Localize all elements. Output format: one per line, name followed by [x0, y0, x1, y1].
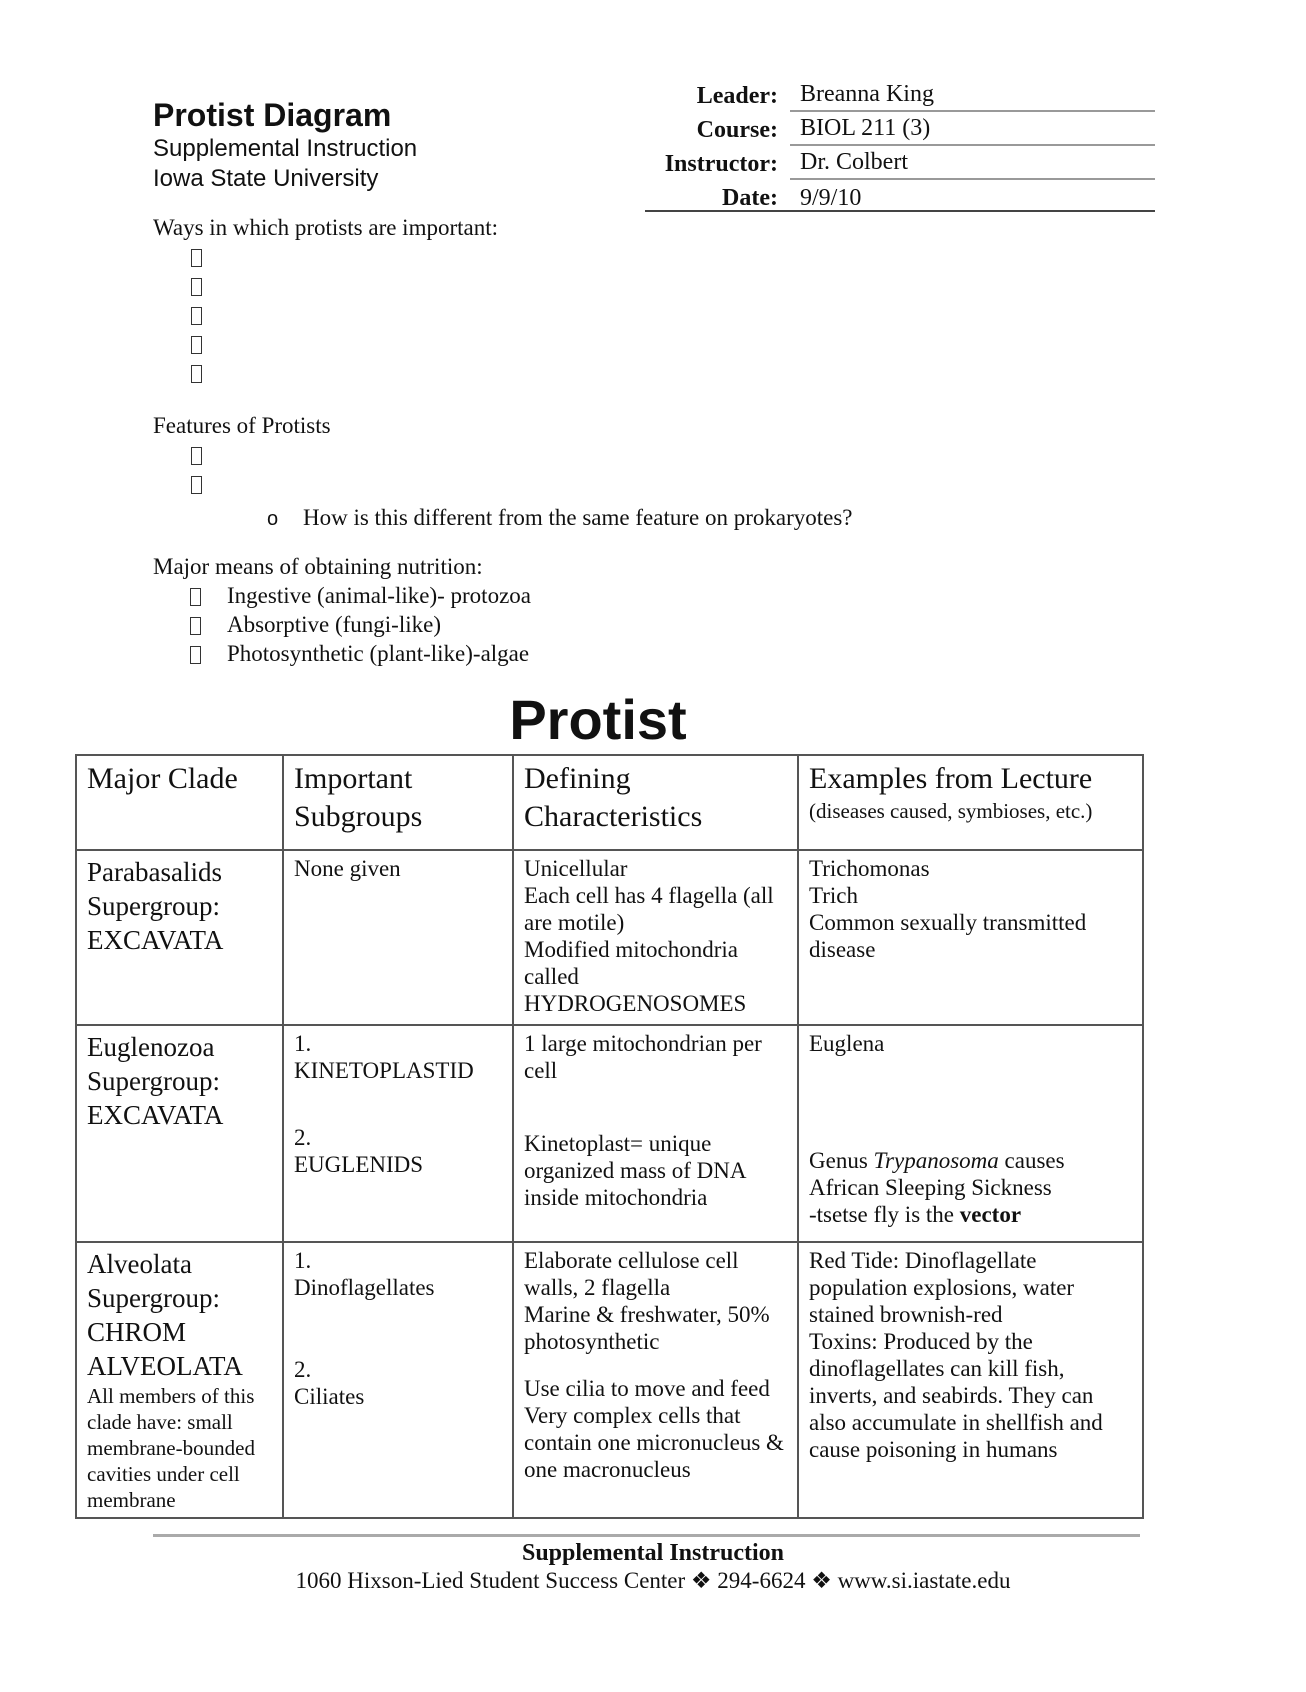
info-row-instructor	[645, 146, 1155, 180]
nutrition-item-absorptive: Absorptive (fungi-like)	[227, 612, 441, 637]
subgroup-text: KINETOPLASTID	[294, 1058, 474, 1083]
footer-title: Supplemental Instruction	[521, 1540, 785, 1566]
example-text: Trichomonas	[809, 856, 930, 881]
header-examples-note: (diseases caused, symbioses, etc.)	[809, 799, 1093, 823]
table-header-row	[76, 755, 1143, 850]
header-examples-label: Examples from Lecture	[809, 762, 1093, 795]
leader-label: Leader:	[696, 83, 778, 109]
spacer	[294, 1084, 502, 1124]
supergroup-label: Supergroup:	[87, 1066, 220, 1096]
clade-cell	[76, 1242, 283, 1518]
characteristic-text: Very complex cells that contain one micronucleus & one macronucleus	[524, 1403, 784, 1482]
characteristic-text: Kinetoplast= unique organized mass of DNA inside mitochondria	[524, 1131, 746, 1210]
empty-bullet-icon	[191, 476, 202, 494]
example-text: Trich	[809, 883, 858, 908]
table-title: Protist	[509, 688, 687, 751]
bullet-icon	[190, 646, 201, 664]
characteristic-text: Each cell has 4 flagella (all are motile)	[524, 883, 774, 935]
clade-cell	[76, 1025, 283, 1242]
empty-bullet-icon	[191, 365, 202, 383]
nutrition-heading: Major means of obtaining nutrition:	[153, 554, 483, 579]
date-label: Date:	[722, 185, 778, 211]
subgroup-text: Dinoflagellates	[294, 1275, 435, 1300]
course-label: Course:	[696, 117, 778, 143]
example-suffix: causes African Sleeping Sickness	[809, 1148, 1065, 1200]
supergroup-name: EXCAVATA	[87, 1100, 224, 1130]
list-item	[190, 612, 441, 638]
subtitle-program: Supplemental Instruction	[153, 135, 418, 162]
bullet-icon	[190, 617, 201, 635]
vector-term: vector	[959, 1202, 1022, 1227]
genus-name: Trypanosoma	[873, 1148, 999, 1173]
characteristics-cell	[513, 1025, 798, 1242]
info-row-leader	[645, 78, 1155, 112]
header-characteristics: Defining Characteristics	[513, 755, 798, 850]
clade-name: Alveolata	[87, 1249, 192, 1279]
table-row	[76, 1242, 1143, 1518]
clade-name: Parabasalids	[87, 857, 222, 887]
subgroup-number: 2.	[294, 1125, 312, 1150]
footer-address: 1060 Hixson-Lied Student Success Center ❖ 294-6624 ❖ www.si.iastate.edu	[295, 1568, 1011, 1593]
session-info	[645, 78, 1155, 214]
sub-bullet-icon: o	[267, 508, 279, 530]
supergroup-label: Supergroup:	[87, 891, 220, 921]
list-item	[190, 641, 529, 667]
instructor-value: Dr. Colbert	[790, 148, 1155, 180]
subgroups-cell	[283, 1025, 513, 1242]
features-sub-text: How is this different from the same feature on prokaryotes?	[303, 505, 853, 530]
spacer	[294, 1301, 502, 1356]
characteristic-text: Unicellular	[524, 856, 628, 881]
course-value: BIOL 211 (3)	[790, 114, 1155, 146]
leader-value: Breanna King	[790, 80, 1155, 112]
empty-bullet-icon	[191, 447, 202, 465]
characteristic-text: Use cilia to move and feed	[524, 1376, 770, 1401]
subgroup-text: EUGLENIDS	[294, 1152, 424, 1177]
header-subgroups: Important Subgroups	[283, 755, 513, 850]
example-text	[809, 1201, 1132, 1228]
nutrition-item-ingestive: Ingestive (animal-like)- protozoa	[227, 583, 531, 608]
document-title: Protist Diagram	[153, 97, 392, 133]
supergroup-label: Supergroup:	[87, 1283, 220, 1313]
example-text: Red Tide: Dinoflagellate population explosions, water stained brownish-red	[809, 1248, 1075, 1327]
clade-name: Euglenozoa	[87, 1032, 215, 1062]
characteristic-text: Marine & freshwater, 50% photosynthetic	[524, 1302, 770, 1354]
empty-bullet-icon	[191, 249, 202, 267]
features-sub-question	[267, 505, 852, 531]
characteristic-text: Elaborate cellulose cell walls, 2 flagella	[524, 1248, 739, 1300]
subtitle-university: Iowa State University	[153, 165, 379, 192]
subgroup-number: 1.	[294, 1248, 312, 1273]
examples-cell	[798, 850, 1143, 1025]
characteristics-cell	[513, 850, 798, 1025]
characteristic-text: Modified mitochondria called HYDROGENOSOMES	[524, 937, 747, 1016]
clade-note: All members of this clade have: small membrane-bounded cavities under cell membrane	[87, 1384, 255, 1512]
example-text: Toxins: Produced by the dinoflagellates can kill fish, inverts, and seabirds. They can also accumulate in shellfish and cause poisoning in humans	[809, 1329, 1103, 1462]
example-text: Common sexually transmitted disease	[809, 910, 1087, 962]
supergroup-name: CHROM ALVEOLATA	[87, 1317, 243, 1381]
date-value: 9/9/10	[800, 185, 862, 211]
protist-table	[75, 754, 1144, 1519]
title-block	[153, 96, 417, 194]
examples-cell	[798, 1025, 1143, 1242]
subgroup-number: 1.	[294, 1031, 312, 1056]
example-text: Euglena	[809, 1031, 885, 1056]
example-prefix: -tsetse fly is the	[809, 1202, 960, 1227]
header-major-clade: Major Clade	[76, 755, 283, 850]
empty-bullet-icon	[191, 278, 202, 296]
header-examples	[798, 755, 1143, 850]
table-row	[76, 850, 1143, 1025]
instructor-label: Instructor:	[664, 151, 778, 177]
subgroups-cell	[283, 1242, 513, 1518]
clade-cell	[76, 850, 283, 1025]
features-heading: Features of Protists	[153, 413, 331, 438]
subgroup-text: Ciliates	[294, 1384, 365, 1409]
header-divider	[645, 210, 1155, 212]
supergroup-name: EXCAVATA	[87, 925, 224, 955]
empty-bullet-icon	[191, 307, 202, 325]
example-prefix: Genus	[809, 1148, 874, 1173]
info-row-course	[645, 112, 1155, 146]
list-item	[190, 583, 531, 609]
bullet-icon	[190, 588, 201, 606]
subgroups-cell	[283, 850, 513, 1025]
subgroup-text: None given	[294, 856, 401, 881]
examples-cell	[798, 1242, 1143, 1518]
spacer	[809, 1057, 1132, 1147]
characteristic-text: 1 large mitochondrian per cell	[524, 1031, 762, 1083]
nutrition-item-photosynthetic: Photosynthetic (plant-like)-algae	[227, 641, 530, 666]
spacer	[524, 1084, 787, 1130]
characteristics-cell	[513, 1242, 798, 1518]
spacer	[524, 1355, 787, 1375]
footer-divider	[153, 1534, 1140, 1537]
info-row-date	[645, 180, 1155, 214]
empty-bullet-icon	[191, 336, 202, 354]
subgroup-number: 2.	[294, 1357, 312, 1382]
table-row	[76, 1025, 1143, 1242]
ways-heading: Ways in which protists are important:	[153, 215, 498, 240]
example-text	[809, 1147, 1132, 1201]
